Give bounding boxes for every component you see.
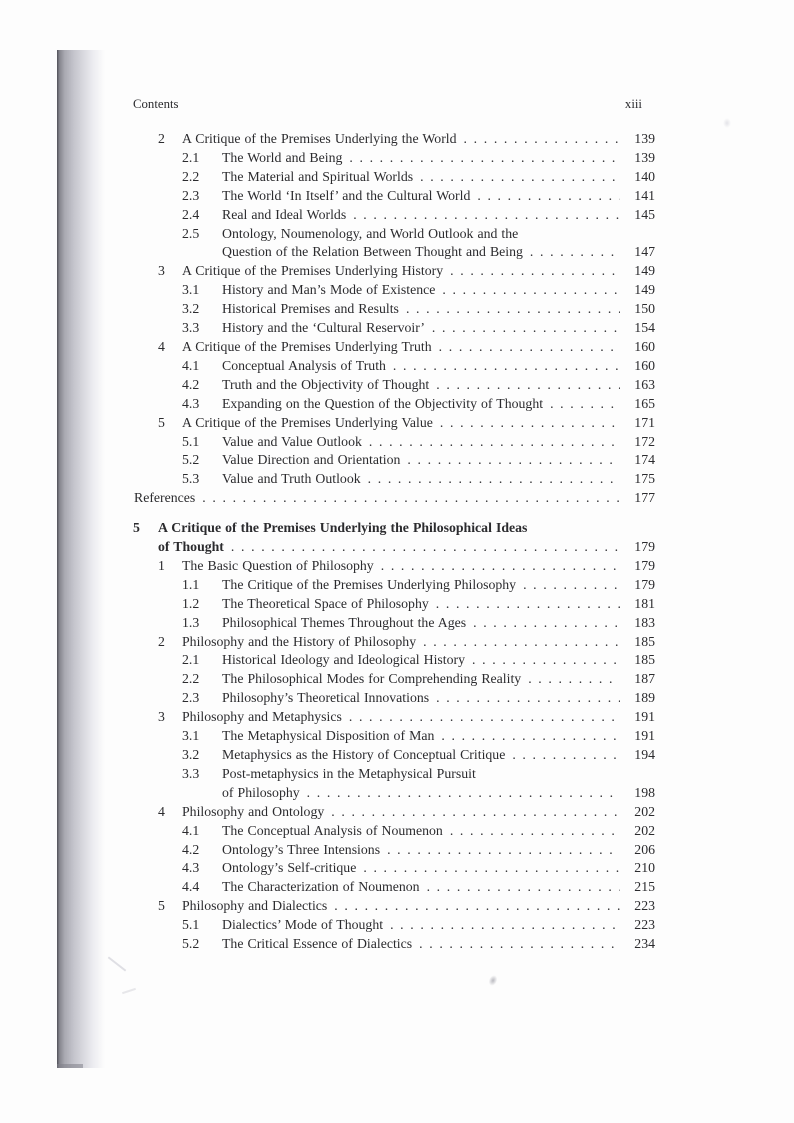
- toc-entry-number: 4.3: [182, 860, 200, 876]
- toc-row: [133, 576, 655, 595]
- toc-entry-title: The World and Being: [222, 149, 343, 165]
- toc-entry-title: History and the ‘Cultural Reservoir’: [222, 320, 425, 336]
- toc-entry-page: 210: [634, 860, 655, 876]
- toc-row: [133, 519, 655, 538]
- toc-entry-number: 2.2: [182, 168, 200, 184]
- toc-entry-number: 3.1: [182, 728, 200, 744]
- toc-entry-page: 163: [634, 376, 655, 392]
- dot-leader: [202, 489, 620, 508]
- toc-entry-page: 174: [634, 452, 655, 468]
- toc-row: [133, 168, 655, 187]
- toc-row: [133, 803, 655, 822]
- toc-row: [133, 595, 655, 614]
- toc-row: [133, 433, 655, 452]
- toc-entry-page: 149: [634, 263, 655, 279]
- toc-row: [133, 489, 655, 508]
- toc-entry-page: 140: [634, 168, 655, 184]
- toc-entry-number: 1.3: [182, 614, 200, 630]
- dot-leader: [477, 187, 620, 206]
- toc-entry-number: 5.3: [182, 471, 200, 487]
- toc-row: [133, 633, 655, 652]
- toc-entry-number: 5: [158, 414, 165, 430]
- toc-entry-title: Dialectics’ Mode of Thought: [222, 917, 384, 933]
- toc-row: [133, 376, 655, 395]
- dot-leader: [363, 859, 620, 878]
- toc-row: [133, 149, 655, 168]
- toc-entry-number: 2.2: [182, 671, 200, 687]
- dot-leader: [307, 784, 620, 803]
- dot-leader: [387, 841, 620, 860]
- toc-entry-title: Post-metaphysics in the Metaphysical Pursuit: [222, 765, 476, 781]
- toc-row: [133, 841, 655, 860]
- toc-row: [133, 689, 655, 708]
- toc-row: [133, 557, 655, 576]
- toc-entry-title: The World ‘In Itself’ and the Cultural World: [222, 187, 471, 203]
- toc-entry-number: 2.3: [182, 187, 200, 203]
- toc-row: [133, 338, 655, 357]
- toc-entry-title: The Critical Essence of Dialectics: [222, 936, 413, 952]
- toc-entry-title: Philosophy’s Theoretical Innovations: [222, 690, 430, 706]
- toc-entry-title: Metaphysics as the History of Conceptual Critique: [222, 747, 506, 762]
- dot-leader: [419, 935, 620, 954]
- dot-leader: [440, 414, 620, 433]
- toc-entry-number: 3: [158, 709, 165, 725]
- toc-entry-title: Historical Premises and Results: [222, 301, 399, 317]
- toc-entry-page: 139: [634, 149, 655, 165]
- toc-entry-title: A Critique of the Premises Underlying the World: [182, 131, 457, 146]
- toc-entry-title: A Critique of the Premises Underlying Truth: [182, 338, 432, 354]
- toc-row: [133, 225, 655, 244]
- toc-row: [133, 300, 655, 319]
- toc-entry-page: 147: [634, 244, 655, 260]
- toc-row: [133, 451, 655, 470]
- dot-leader: [334, 897, 620, 916]
- dot-leader: [432, 319, 620, 338]
- toc-entry-page: 139: [634, 131, 655, 146]
- toc-entry-title: Truth and the Objectivity of Thought: [222, 376, 430, 392]
- toc-entry-title: Real and Ideal Worlds: [222, 206, 347, 222]
- toc-entry-number: 1.1: [182, 576, 200, 592]
- toc-row: [133, 130, 655, 149]
- dot-leader: [436, 689, 620, 708]
- toc-entry-page: 179: [634, 576, 655, 592]
- toc-entry-title: References: [134, 490, 196, 506]
- dot-leader: [393, 357, 620, 376]
- toc-entry-page: 187: [634, 671, 655, 687]
- toc-entry-page: 165: [634, 395, 655, 411]
- toc-entry-page: 171: [634, 414, 655, 430]
- dot-leader: [473, 614, 620, 633]
- toc-row: [133, 708, 655, 727]
- dot-leader: [407, 451, 620, 470]
- pencil-mark: [108, 956, 127, 971]
- toc-row: [133, 470, 655, 489]
- toc-entry-title: Philosophy and the History of Philosophy: [182, 633, 417, 649]
- toc-entry-title: A Critique of the Premises Underlying the Philosophical Ideas: [158, 520, 528, 536]
- toc-row: [133, 614, 655, 633]
- toc-entry-number: 2.3: [182, 690, 200, 706]
- dot-leader: [436, 376, 620, 395]
- toc-entry-title: Philosophical Themes Throughout the Ages: [222, 614, 467, 630]
- toc-entry-page: 202: [634, 822, 655, 838]
- toc-row: [133, 319, 655, 338]
- page-folio: xiii: [624, 97, 642, 111]
- toc-entry-page: 185: [634, 652, 655, 668]
- toc-entry-title: A Critique of the Premises Underlying History: [182, 263, 444, 279]
- toc-entry-page: 202: [634, 803, 655, 819]
- toc-entry-title: History and Man’s Mode of Existence: [222, 282, 436, 298]
- scan-speck: [487, 974, 499, 987]
- toc-section-gap: [133, 508, 655, 519]
- dot-leader: [450, 262, 620, 281]
- toc-entry-title: of Thought: [158, 539, 224, 555]
- toc-entry-number: 5: [133, 520, 140, 536]
- dot-leader: [550, 395, 620, 414]
- toc-entry-number: 1: [158, 557, 165, 573]
- dot-leader: [512, 746, 620, 765]
- toc-entry-page: 194: [634, 747, 655, 762]
- dot-leader: [464, 130, 620, 149]
- toc-entry-page: 150: [634, 301, 655, 317]
- pencil-mark: [122, 988, 136, 994]
- toc-entry-title: Ontology’s Self-critique: [222, 860, 357, 876]
- toc-row: [133, 935, 655, 954]
- scan-speck: [723, 118, 731, 128]
- toc-entry-title: Ontology’s Three Intensions: [222, 841, 381, 857]
- toc-row: [133, 859, 655, 878]
- toc-entry-page: 223: [634, 898, 655, 914]
- toc-row: [133, 727, 655, 746]
- toc-entry-page: 189: [634, 690, 655, 706]
- toc-entry-number: 3: [158, 263, 165, 279]
- toc-entry-page: 145: [634, 206, 655, 222]
- toc-row: [133, 395, 655, 414]
- toc-entry-number: 1.2: [182, 595, 200, 611]
- toc-entry-title: The Critique of the Premises Underlying Philosophy: [222, 576, 517, 592]
- toc-entry-number: 2: [158, 131, 165, 146]
- dot-leader: [381, 557, 620, 576]
- toc-entry-title: Philosophy and Ontology: [182, 803, 325, 819]
- toc-row: [133, 651, 655, 670]
- toc-entry-number: 5: [158, 898, 165, 914]
- toc-entry-title: The Characterization of Noumenon: [222, 879, 420, 895]
- toc-entry-number: 2.1: [182, 149, 200, 165]
- toc-entry-number: 5.1: [182, 917, 200, 933]
- toc-entry-page: 172: [634, 433, 655, 449]
- toc-entry-page: 183: [634, 614, 655, 630]
- toc-row: [133, 357, 655, 376]
- toc-entry-page: 185: [634, 633, 655, 649]
- dot-leader: [472, 651, 620, 670]
- toc-entry-number: 4.4: [182, 879, 200, 895]
- toc-entry-title: The Metaphysical Disposition of Man: [222, 728, 435, 744]
- dot-leader: [450, 822, 620, 841]
- page-header: [133, 97, 655, 112]
- toc-row: [133, 243, 655, 262]
- dot-leader: [528, 670, 620, 689]
- toc-entry-number: 4.2: [182, 841, 200, 857]
- toc-entry-number: 4: [158, 338, 165, 354]
- toc-entry-title: Philosophy and Metaphysics: [182, 709, 342, 725]
- dot-leader: [423, 633, 620, 652]
- toc-row: [133, 670, 655, 689]
- toc-entry-number: 3.1: [182, 282, 200, 298]
- toc-entry-title: The Conceptual Analysis of Noumenon: [222, 822, 443, 838]
- toc-entry-number: 5.2: [182, 936, 200, 952]
- toc-row: [133, 746, 655, 765]
- book-binding-shadow: [57, 50, 105, 1068]
- toc-row: [133, 897, 655, 916]
- toc-entry-page: 175: [634, 471, 655, 487]
- toc-entry-page: 223: [634, 917, 655, 933]
- dot-leader: [390, 916, 620, 935]
- toc-entry-page: 179: [634, 557, 655, 573]
- dot-leader: [436, 595, 620, 614]
- toc-entry-page: 234: [634, 936, 655, 952]
- toc-row: [133, 538, 655, 557]
- toc-entry-page: 160: [634, 338, 655, 354]
- toc-entry-title: Value and Truth Outlook: [222, 471, 361, 487]
- toc-entry-page: 179: [634, 539, 655, 555]
- dot-leader: [331, 803, 620, 822]
- toc-entry-number: 3.2: [182, 747, 200, 762]
- dot-leader: [231, 538, 620, 557]
- toc-entry-title: Ontology, Noumenology, and World Outlook and the: [222, 225, 519, 241]
- toc-entry-number: 2: [158, 633, 165, 649]
- toc-row: [133, 916, 655, 935]
- toc-entry-title: A Critique of the Premises Underlying Value: [182, 414, 433, 430]
- toc-row: [133, 822, 655, 841]
- toc-entry-title: The Theoretical Space of Philosophy: [222, 595, 429, 611]
- toc-row: [133, 784, 655, 803]
- toc-entry-title: The Material and Spiritual Worlds: [222, 168, 414, 184]
- toc-entry-number: 5.2: [182, 452, 200, 468]
- toc-entry-page: 191: [634, 728, 655, 744]
- toc-entry-number: 4.3: [182, 395, 200, 411]
- toc-entry-title: Conceptual Analysis of Truth: [222, 357, 386, 373]
- toc-entry-page: 198: [634, 784, 655, 800]
- toc-entry-number: 2.5: [182, 225, 200, 241]
- toc-entry-page: 181: [634, 595, 655, 611]
- toc-entry-number: 3.2: [182, 301, 200, 317]
- toc-entry-page: 154: [634, 320, 655, 336]
- dot-leader: [427, 878, 620, 897]
- dot-leader: [441, 727, 620, 746]
- dot-leader: [442, 281, 620, 300]
- dot-leader: [420, 168, 620, 187]
- toc-entry-page: 191: [634, 709, 655, 725]
- toc-entry-title: Value Direction and Orientation: [222, 452, 401, 468]
- toc-entry-title: Expanding on the Question of the Objectivity of Thought: [222, 395, 544, 411]
- dot-leader: [369, 433, 620, 452]
- dot-leader: [406, 300, 620, 319]
- toc-row: [133, 206, 655, 225]
- toc-entry-title: of Philosophy: [222, 784, 300, 800]
- toc-entry-number: 4.1: [182, 357, 200, 373]
- toc-entry-page: 149: [634, 282, 655, 298]
- dot-leader: [349, 708, 620, 727]
- toc-row: [133, 187, 655, 206]
- toc-entry-page: 141: [634, 187, 655, 203]
- toc-entry-page: 206: [634, 841, 655, 857]
- dot-leader: [439, 338, 620, 357]
- dot-leader: [530, 243, 620, 262]
- toc-entry-title: The Basic Question of Philosophy: [182, 557, 374, 573]
- toc-entry-page: 177: [634, 490, 655, 506]
- dot-leader: [523, 576, 620, 595]
- toc-entry-title: Historical Ideology and Ideological History: [222, 652, 466, 668]
- toc-entry-number: 3.3: [182, 765, 200, 781]
- toc-row: [133, 878, 655, 897]
- toc-entry-number: 5.1: [182, 433, 200, 449]
- toc-entry-title: Question of the Relation Between Thought and Being: [222, 244, 523, 260]
- toc-entry-title: Value and Value Outlook: [222, 433, 362, 449]
- toc-entry-page: 215: [634, 879, 655, 895]
- toc-entry-number: 2.4: [182, 206, 200, 222]
- toc-entry-title: Philosophy and Dialectics: [182, 898, 328, 914]
- toc-row: [133, 281, 655, 300]
- dot-leader: [353, 206, 620, 225]
- table-of-contents: [133, 130, 655, 954]
- toc-entry-page: 160: [634, 357, 655, 373]
- dot-leader: [349, 149, 620, 168]
- toc-entry-number: 3.3: [182, 320, 200, 336]
- toc-row: [133, 414, 655, 433]
- dot-leader: [368, 470, 620, 489]
- toc-entry-number: 4: [158, 803, 165, 819]
- toc-row: [133, 262, 655, 281]
- running-title: Contents: [133, 97, 179, 111]
- toc-row: [133, 765, 655, 784]
- toc-entry-number: 4.1: [182, 822, 200, 838]
- toc-entry-title: The Philosophical Modes for Comprehending Reality: [222, 671, 522, 687]
- toc-entry-number: 2.1: [182, 652, 200, 668]
- toc-entry-number: 4.2: [182, 376, 200, 392]
